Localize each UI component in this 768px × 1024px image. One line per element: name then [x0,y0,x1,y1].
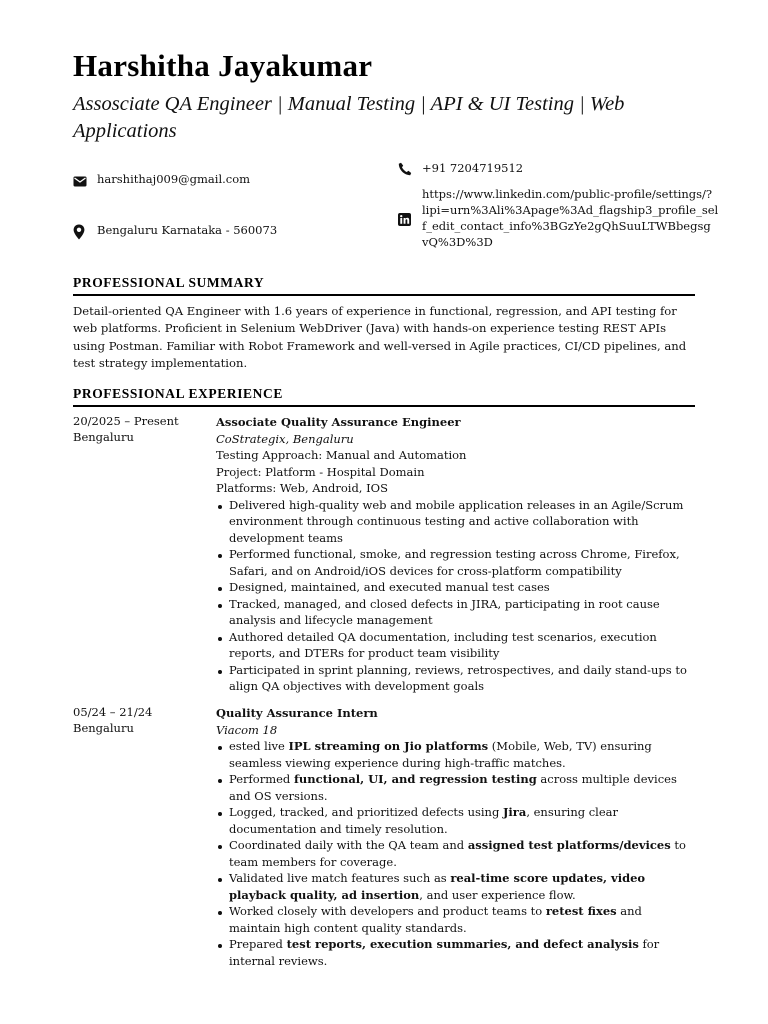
phone-text: +91 7204719512 [422,161,524,175]
job-bullet: ested live IPL streaming on Jio platforms (Mobile, Web, TV) ensuring seamless viewing experience during high-traffic matches. [216,738,696,771]
job-bullet: Participated in sprint planning, reviews, retrospectives, and daily stand-ups to align QA objectives with development goals [216,662,696,695]
job-detail: Project: Platform - Hospital Domain [216,464,425,479]
job-location: Bengaluru [73,721,134,735]
job-bullet: Validated live match features such as real-time score updates, video playback quality, ad insertion, and user experience flow. [216,870,696,903]
bullet-emphasis: IPL streaming on Jio platforms [288,739,489,753]
job-bullet: Delivered high-quality web and mobile application releases in an Agile/Scrum environment through continuous testing and active collaboration with development teams [216,497,696,547]
job-dates: 05/24 – 21/24 [73,705,153,719]
job-bullet: Logged, tracked, and prioritized defects using Jira, ensuring clear documentation and timely resolution. [216,804,696,837]
summary-text: Detail-oriented QA Engineer with 1.6 years of experience in functional, regression, and API testing for web platforms. Proficient in Selenium WebDriver (Java) with hands-on experience testing REST APIs using Postman. Familiar with Robot Framework and well-versed in Agile practices, CI/CD pipelines, and test strategy implementation. [73,304,687,370]
job-bullet: Tracked, managed, and closed defects in JIRA, participating in root cause analysis and lifecycle management [216,596,696,629]
job-title: Quality Assurance Intern [216,706,378,720]
job-company: CoStrategix, Bengaluru [216,431,354,446]
linkedin-url-line: lipi=urn%3Ali%3Apage%3Ad_flagship3_profile_sel [422,203,719,217]
job-bullet: Coordinated daily with the QA team and assigned test platforms/devices to team members for coverage. [216,837,696,870]
location-text: Bengaluru Karnataka - 560073 [97,223,278,237]
map-pin-icon [73,224,85,240]
summary-divider [73,294,695,296]
linkedin-url[interactable] [422,186,719,250]
candidate-name: Harshitha Jayakumar [73,48,373,83]
bullet-emphasis: retest fixes [545,904,617,918]
job-title: Associate Quality Assurance Engineer [216,415,461,429]
job-detail: Platforms: Web, Android, IOS [216,481,388,495]
bullet-emphasis: test reports, execution summaries, and defect analysis [286,937,639,951]
bullet-emphasis: Jira [502,805,527,819]
job-bullet: Performed functional, UI, and regression testing across multiple devices and OS versions. [216,771,696,804]
job-bullet: Authored detailed QA documentation, including test scenarios, execution reports, and DTERs for product team visibility [216,629,696,662]
bullet-emphasis: assigned test platforms/devices [467,838,671,852]
summary-heading: PROFESSIONAL SUMMARY [73,275,265,290]
job-bullet: Prepared test reports, execution summaries, and defect analysis for internal reviews. [216,936,696,969]
job-entry [216,705,696,969]
email-text: harshithaj009@gmail.com [97,172,251,186]
job-location: Bengaluru [73,430,134,444]
bullet-emphasis: functional, UI, and regression testing [293,772,537,786]
bullet-emphasis: real-time score updates, video playback quality, ad insertion [229,871,646,902]
job-bullet-list [216,738,696,969]
linkedin-url-line: https://www.linkedin.com/public-profile/settings/? [422,187,713,201]
experience-divider [73,405,695,407]
candidate-headline: Assosciate QA Engineer | Manual Testing | API & UI Testing | Web Applications [73,93,625,142]
job-detail: Testing Approach: Manual and Automation [216,448,467,462]
linkedin-url-line: vQ%3D%3D [422,235,493,249]
job-dates: 20/2025 – Present [73,414,179,428]
job-company: Viacom 18 [216,722,278,737]
envelope-icon [73,176,87,187]
job-bullet: Performed functional, smoke, and regression testing across Chrome, Firefox, Safari, and on Android/iOS devices for cross-platform compatibility [216,546,696,579]
experience-heading: PROFESSIONAL EXPERIENCE [73,386,283,401]
job-entry [216,414,696,695]
linkedin-icon [398,213,411,226]
phone-icon [398,162,412,176]
job-bullet: Worked closely with developers and product teams to retest fixes and maintain high content quality standards. [216,903,696,936]
linkedin-url-line: f_edit_contact_info%3BGzYe2gQhSuuLTWBbegsg [422,219,711,233]
job-bullet: Designed, maintained, and executed manual test cases [216,579,696,596]
job-bullet-list [216,497,696,695]
